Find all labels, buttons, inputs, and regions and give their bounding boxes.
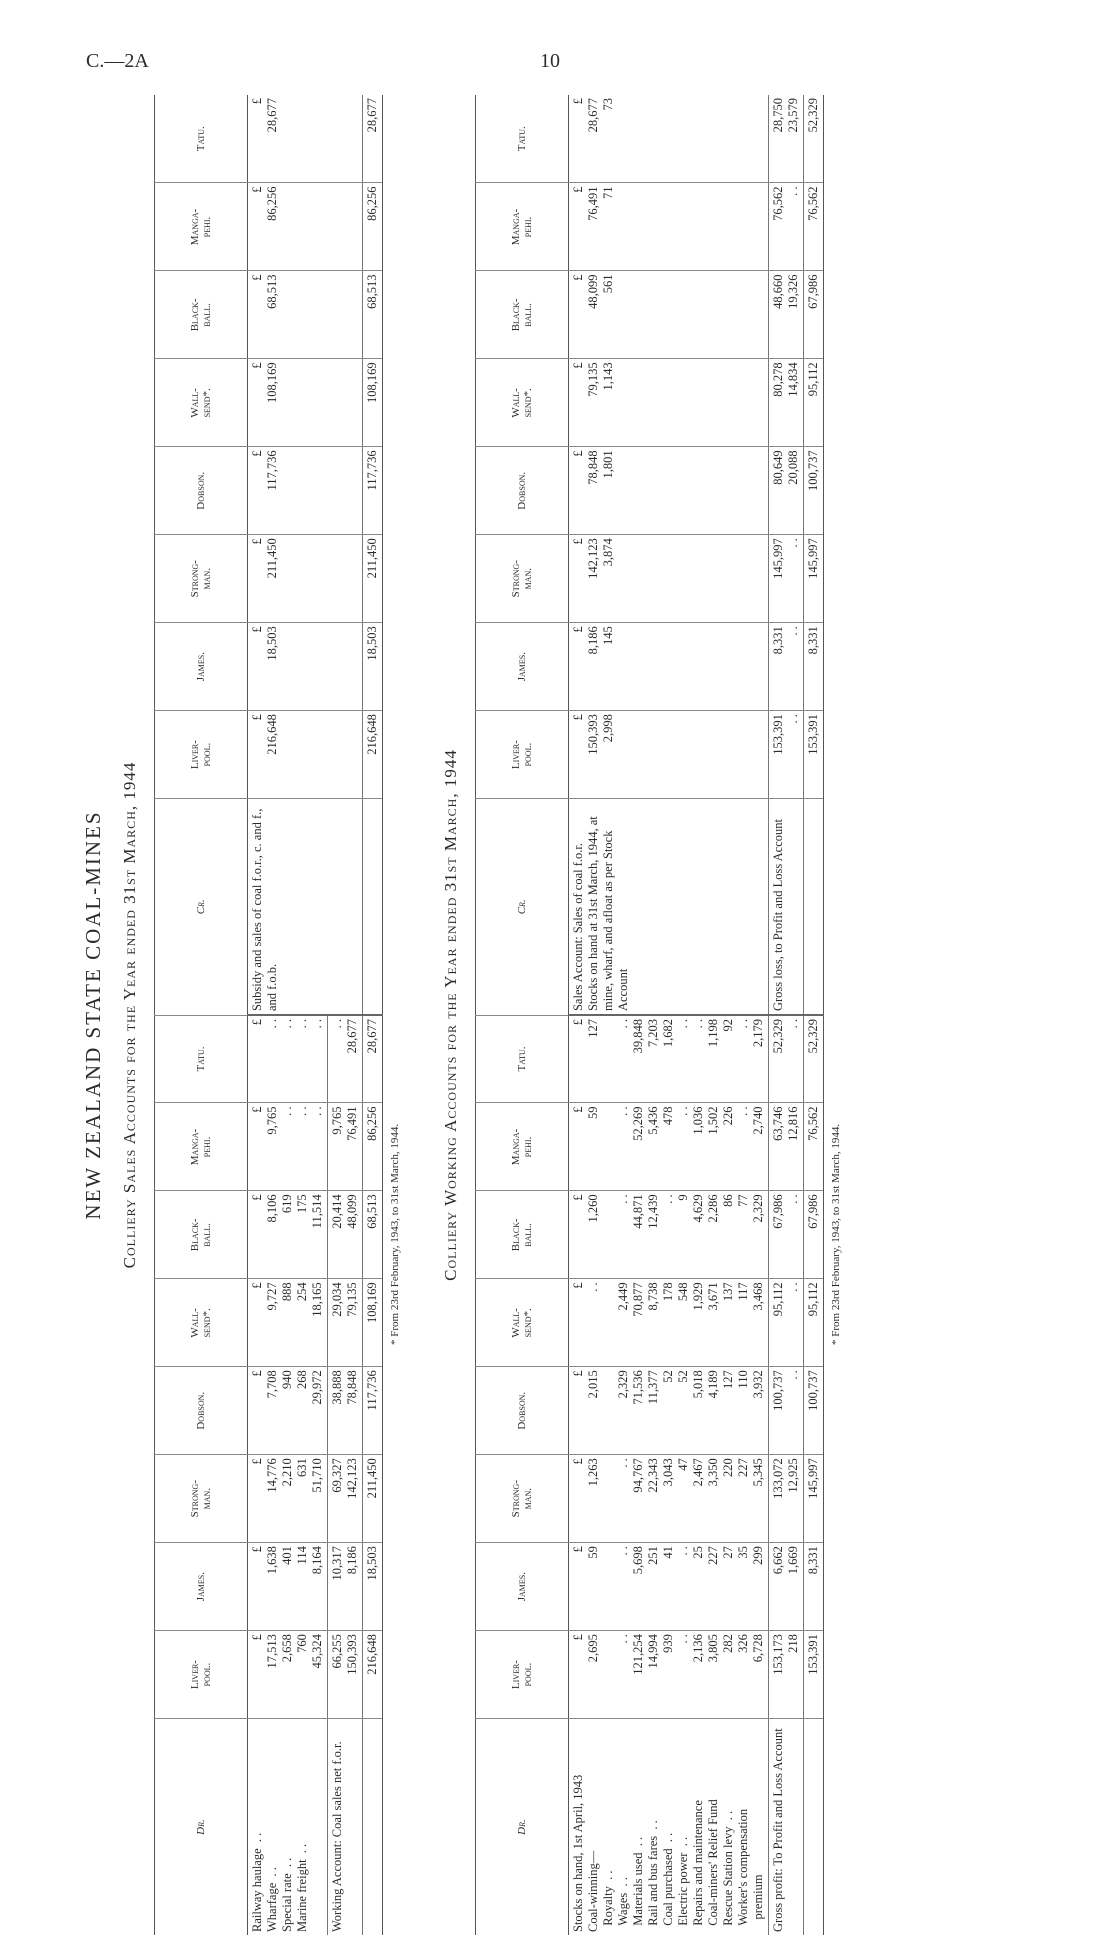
sales-charges-row xyxy=(248,95,328,1935)
total-cell: 211,450 xyxy=(363,535,383,623)
value-cell: £ 117,736 xyxy=(248,447,363,535)
col-header-wallsend: Wall- send*. xyxy=(155,1279,248,1367)
value-cell: £ 8,106 619 175 11,514 xyxy=(248,1191,328,1279)
total-cell: 100,737 xyxy=(804,1367,824,1455)
col-header-wallsend: Wall- send*. xyxy=(155,359,248,447)
total-cell: 8,331 xyxy=(804,1543,824,1631)
value-cell: £ 76,491 71 xyxy=(569,183,769,271)
col-header-mangapehi: Manga- pehi. xyxy=(476,1103,569,1191)
value-cell: £ 14,776 2,210 631 51,710 xyxy=(248,1455,328,1543)
value-cell: £ 28,677 xyxy=(248,95,363,183)
total-cell: 100,737 xyxy=(804,447,824,535)
value-cell: 153,391 . . xyxy=(769,711,804,799)
value-cell: £ 2,015 2,329 71,536 11,377 52 52 5,018 4,189 127 110 3,932 xyxy=(569,1367,769,1455)
total-cell: 153,391 xyxy=(804,1631,824,1719)
total-cell: 68,513 xyxy=(363,1191,383,1279)
blank-cell xyxy=(363,1719,383,1935)
value-cell: £ 142,123 3,874 xyxy=(569,535,769,623)
total-cell: 52,329 xyxy=(804,95,824,183)
col-header-liverpool: Liver- pool. xyxy=(476,1631,569,1719)
col-header-liverpool: Liver- pool. xyxy=(476,711,569,799)
gross-profit-loss-row xyxy=(769,95,804,1935)
value-cell: 29,034 79,135 xyxy=(328,1279,363,1367)
total-cell: 145,997 xyxy=(804,1455,824,1543)
col-header-strongman: Strong- man. xyxy=(155,535,248,623)
col-header-james: James. xyxy=(476,1543,569,1631)
sales-accounts-title: Colliery Sales Accounts for the Year ended 31st March, 1944 xyxy=(120,761,139,1269)
col-header-liverpool: Liver- pool. xyxy=(155,711,248,799)
col-header-james: James. xyxy=(155,623,248,711)
value-cell: 10,317 8,186 xyxy=(328,1543,363,1631)
value-cell: 48,660 19,326 xyxy=(769,271,804,359)
col-header-tatu: Tatu. xyxy=(476,1015,569,1103)
dr-header: Dr. xyxy=(195,1819,207,1835)
value-cell: £ 1,638 401 114 8,164 xyxy=(248,1543,328,1631)
value-cell: £ 127 . . 39,848 7,203 1,682 . . . . 1,198 92 . . 2,179 xyxy=(569,1015,769,1103)
value-cell: £ 18,503 xyxy=(248,623,363,711)
cr-row-labels: Sales Account: Sales of coal f.o.r. Stocks on hand at 31st March, 1944, at mine, wharf, and afloat as per Stock Account xyxy=(569,799,769,1015)
sales-header-row xyxy=(155,95,248,1935)
value-cell: £ 9,727 888 254 18,165 xyxy=(248,1279,328,1367)
col-header-wallsend: Wall- send*. xyxy=(476,1279,569,1367)
value-cell: 76,562 . . xyxy=(769,183,804,271)
value-cell: £ 211,450 xyxy=(248,535,363,623)
value-cell: £ 59 . . 5,698 251 41 . . 25 227 27 35 299 xyxy=(569,1543,769,1631)
value-cell: . . 28,677 xyxy=(328,1015,363,1103)
cr-header: Cr. xyxy=(476,799,569,1015)
col-header-dobson: Dobson. xyxy=(155,1367,248,1455)
total-cell: 117,736 xyxy=(363,1367,383,1455)
sales-accounts-table xyxy=(154,95,383,1935)
value-cell: £ 150,393 2,998 xyxy=(569,711,769,799)
col-header-mangapehi: Manga- pehi. xyxy=(155,183,248,271)
value-cell: £ 17,513 2,658 760 45,324 xyxy=(248,1631,328,1719)
value-cell: £ 78,848 1,801 xyxy=(569,447,769,535)
value-cell: £ 8,186 145 xyxy=(569,623,769,711)
total-cell: 76,562 xyxy=(804,1103,824,1191)
total-cell: 68,513 xyxy=(363,271,383,359)
value-cell: 153,173 218 xyxy=(769,1631,804,1719)
total-cell: 117,736 xyxy=(363,447,383,535)
value-cell: 69,327 142,123 xyxy=(328,1455,363,1543)
sales-footnote: * From 23rd February, 1943, to 31st March, 1944. xyxy=(389,1123,401,1345)
total-cell: 86,256 xyxy=(363,1103,383,1191)
gross-loss-label: Gross loss, to Profit and Loss Account xyxy=(769,799,804,1015)
value-cell: 9,765 76,491 xyxy=(328,1103,363,1191)
total-cell: 108,169 xyxy=(363,1279,383,1367)
col-header-tatu: Tatu. xyxy=(476,95,569,183)
cr-header: Cr. xyxy=(155,799,248,1015)
total-cell: 211,450 xyxy=(363,1455,383,1543)
blank-cell xyxy=(804,1719,824,1935)
total-cell: 216,648 xyxy=(363,1631,383,1719)
value-cell: £ 68,513 xyxy=(248,271,363,359)
total-cell: 216,648 xyxy=(363,711,383,799)
total-cell: 95,112 xyxy=(804,359,824,447)
value-cell: £ 48,099 561 xyxy=(569,271,769,359)
page-title: NEW ZEALAND STATE COAL-MINES xyxy=(81,810,105,1220)
working-account-label: Working Account: Coal sales net f.o.r. xyxy=(328,1719,363,1935)
total-cell: 18,503 xyxy=(363,623,383,711)
col-header-james: James. xyxy=(155,1543,248,1631)
value-cell: 63,746 12,816 xyxy=(769,1103,804,1191)
col-header-dobson: Dobson. xyxy=(476,447,569,535)
value-cell: £ 108,169 xyxy=(248,359,363,447)
value-cell: 38,888 78,848 xyxy=(328,1367,363,1455)
rotated-page-content xyxy=(75,95,1055,1935)
total-cell: 18,503 xyxy=(363,1543,383,1631)
col-header-james: James. xyxy=(476,623,569,711)
col-header-blackball: Black- ball. xyxy=(155,271,248,359)
col-header-strongman: Strong- man. xyxy=(476,535,569,623)
col-header-strongman: Strong- man. xyxy=(155,1455,248,1543)
value-cell: £ 9,765 . . . . . . xyxy=(248,1103,328,1191)
gross-profit-label: Gross profit: To Profit and Loss Account xyxy=(769,1719,804,1935)
value-cell: 145,997 . . xyxy=(769,535,804,623)
cr-row-label: Subsidy and sales of coal f.o.r., c. and f., and f.o.b. xyxy=(248,799,363,1015)
col-header-strongman: Strong- man. xyxy=(476,1455,569,1543)
value-cell: 133,072 12,925 xyxy=(769,1455,804,1543)
value-cell: £ . . . . . . . . xyxy=(248,1015,328,1103)
value-cell: £ 86,256 xyxy=(248,183,363,271)
value-cell: 28,750 23,579 xyxy=(769,95,804,183)
value-cell: £ 216,648 xyxy=(248,711,363,799)
blank-cell xyxy=(804,799,824,1015)
value-cell: £ 79,135 1,143 xyxy=(569,359,769,447)
total-cell: 28,677 xyxy=(363,95,383,183)
working-header-row xyxy=(476,95,569,1935)
value-cell: £ 1,260 . . 44,871 12,439 . . 9 4,629 2,286 86 77 2,329 xyxy=(569,1191,769,1279)
value-cell: 100,737 . . xyxy=(769,1367,804,1455)
total-cell: 52,329 xyxy=(804,1015,824,1103)
total-cell: 8,331 xyxy=(804,623,824,711)
value-cell: £ . . 2,449 70,877 8,738 178 548 1,929 3,671 137 117 3,468 xyxy=(569,1279,769,1367)
value-cell: 8,331 . . xyxy=(769,623,804,711)
value-cell: £ 1,263 . . 94,767 22,343 3,043 47 2,467 3,350 220 227 5,345 xyxy=(569,1455,769,1543)
working-totals-row xyxy=(804,95,824,1935)
col-header-mangapehi: Manga- pehi. xyxy=(476,183,569,271)
value-cell: £ 7,708 940 268 29,972 xyxy=(248,1367,328,1455)
col-header-liverpool: Liver- pool. xyxy=(155,1631,248,1719)
value-cell: 67,986 . . xyxy=(769,1191,804,1279)
col-header-blackball: Black- ball. xyxy=(476,271,569,359)
sales-totals-row xyxy=(363,95,383,1935)
value-cell: 52,329 . . xyxy=(769,1015,804,1103)
col-header-tatu: Tatu. xyxy=(155,95,248,183)
col-header-tatu: Tatu. xyxy=(155,1015,248,1103)
value-cell: 6,662 1,669 xyxy=(769,1543,804,1631)
col-header-mangapehi: Manga- pehi. xyxy=(155,1103,248,1191)
dr-header: Dr. xyxy=(516,1819,528,1835)
total-cell: 67,986 xyxy=(804,1191,824,1279)
total-cell: 86,256 xyxy=(363,183,383,271)
value-cell: 20,414 48,099 xyxy=(328,1191,363,1279)
total-cell: 28,677 xyxy=(363,1015,383,1103)
col-header-dobson: Dobson. xyxy=(155,447,248,535)
dr-row-labels: Stocks on hand, 1st April, 1943 Coal-winning— Royalty . . Wages . . Materials used . . Rail and bus fares . . Coal purchased . . Electric power . . Repairs and maintenance Coal-miners' Relief Fund Rescue Station levy . . Worker's compensation premium xyxy=(571,1774,765,1932)
value-cell: £ 28,677 73 xyxy=(569,95,769,183)
document-code: C.—2A xyxy=(86,50,149,72)
total-cell: 95,112 xyxy=(804,1279,824,1367)
working-accounts-title: Colliery Working Accounts for the Year ended 31st March, 1944 xyxy=(441,749,460,1281)
blank-cell xyxy=(363,799,383,1015)
value-cell: £ 59 . . 52,269 5,436 478 . . 1,036 1,502 226 . . 2,740 xyxy=(569,1103,769,1191)
col-header-wallsend: Wall- send*. xyxy=(476,359,569,447)
value-cell: 80,278 14,834 xyxy=(769,359,804,447)
value-cell: 80,649 20,088 xyxy=(769,447,804,535)
value-cell: 66,255 150,393 xyxy=(328,1631,363,1719)
total-cell: 153,391 xyxy=(804,711,824,799)
value-cell: 95,112 . . xyxy=(769,1279,804,1367)
value-cell: £ 2,695 . . 121,254 14,994 939 . . 2,136 3,805 282 326 6,728 xyxy=(569,1631,769,1719)
col-header-dobson: Dobson. xyxy=(476,1367,569,1455)
total-cell: 108,169 xyxy=(363,359,383,447)
working-footnote: * From 23rd February, 1943, to 31st March, 1944. xyxy=(830,1123,842,1345)
total-cell: 145,997 xyxy=(804,535,824,623)
working-costs-row xyxy=(569,95,769,1935)
working-accounts-table xyxy=(475,95,824,1935)
dr-row-labels: Railway haulage . . Wharfage . . Special rate . . Marine freight . . xyxy=(250,1832,309,1932)
col-header-blackball: Black- ball. xyxy=(155,1191,248,1279)
page-number: 10 xyxy=(540,50,560,72)
total-cell: 67,986 xyxy=(804,271,824,359)
col-header-blackball: Black- ball. xyxy=(476,1191,569,1279)
total-cell: 76,562 xyxy=(804,183,824,271)
